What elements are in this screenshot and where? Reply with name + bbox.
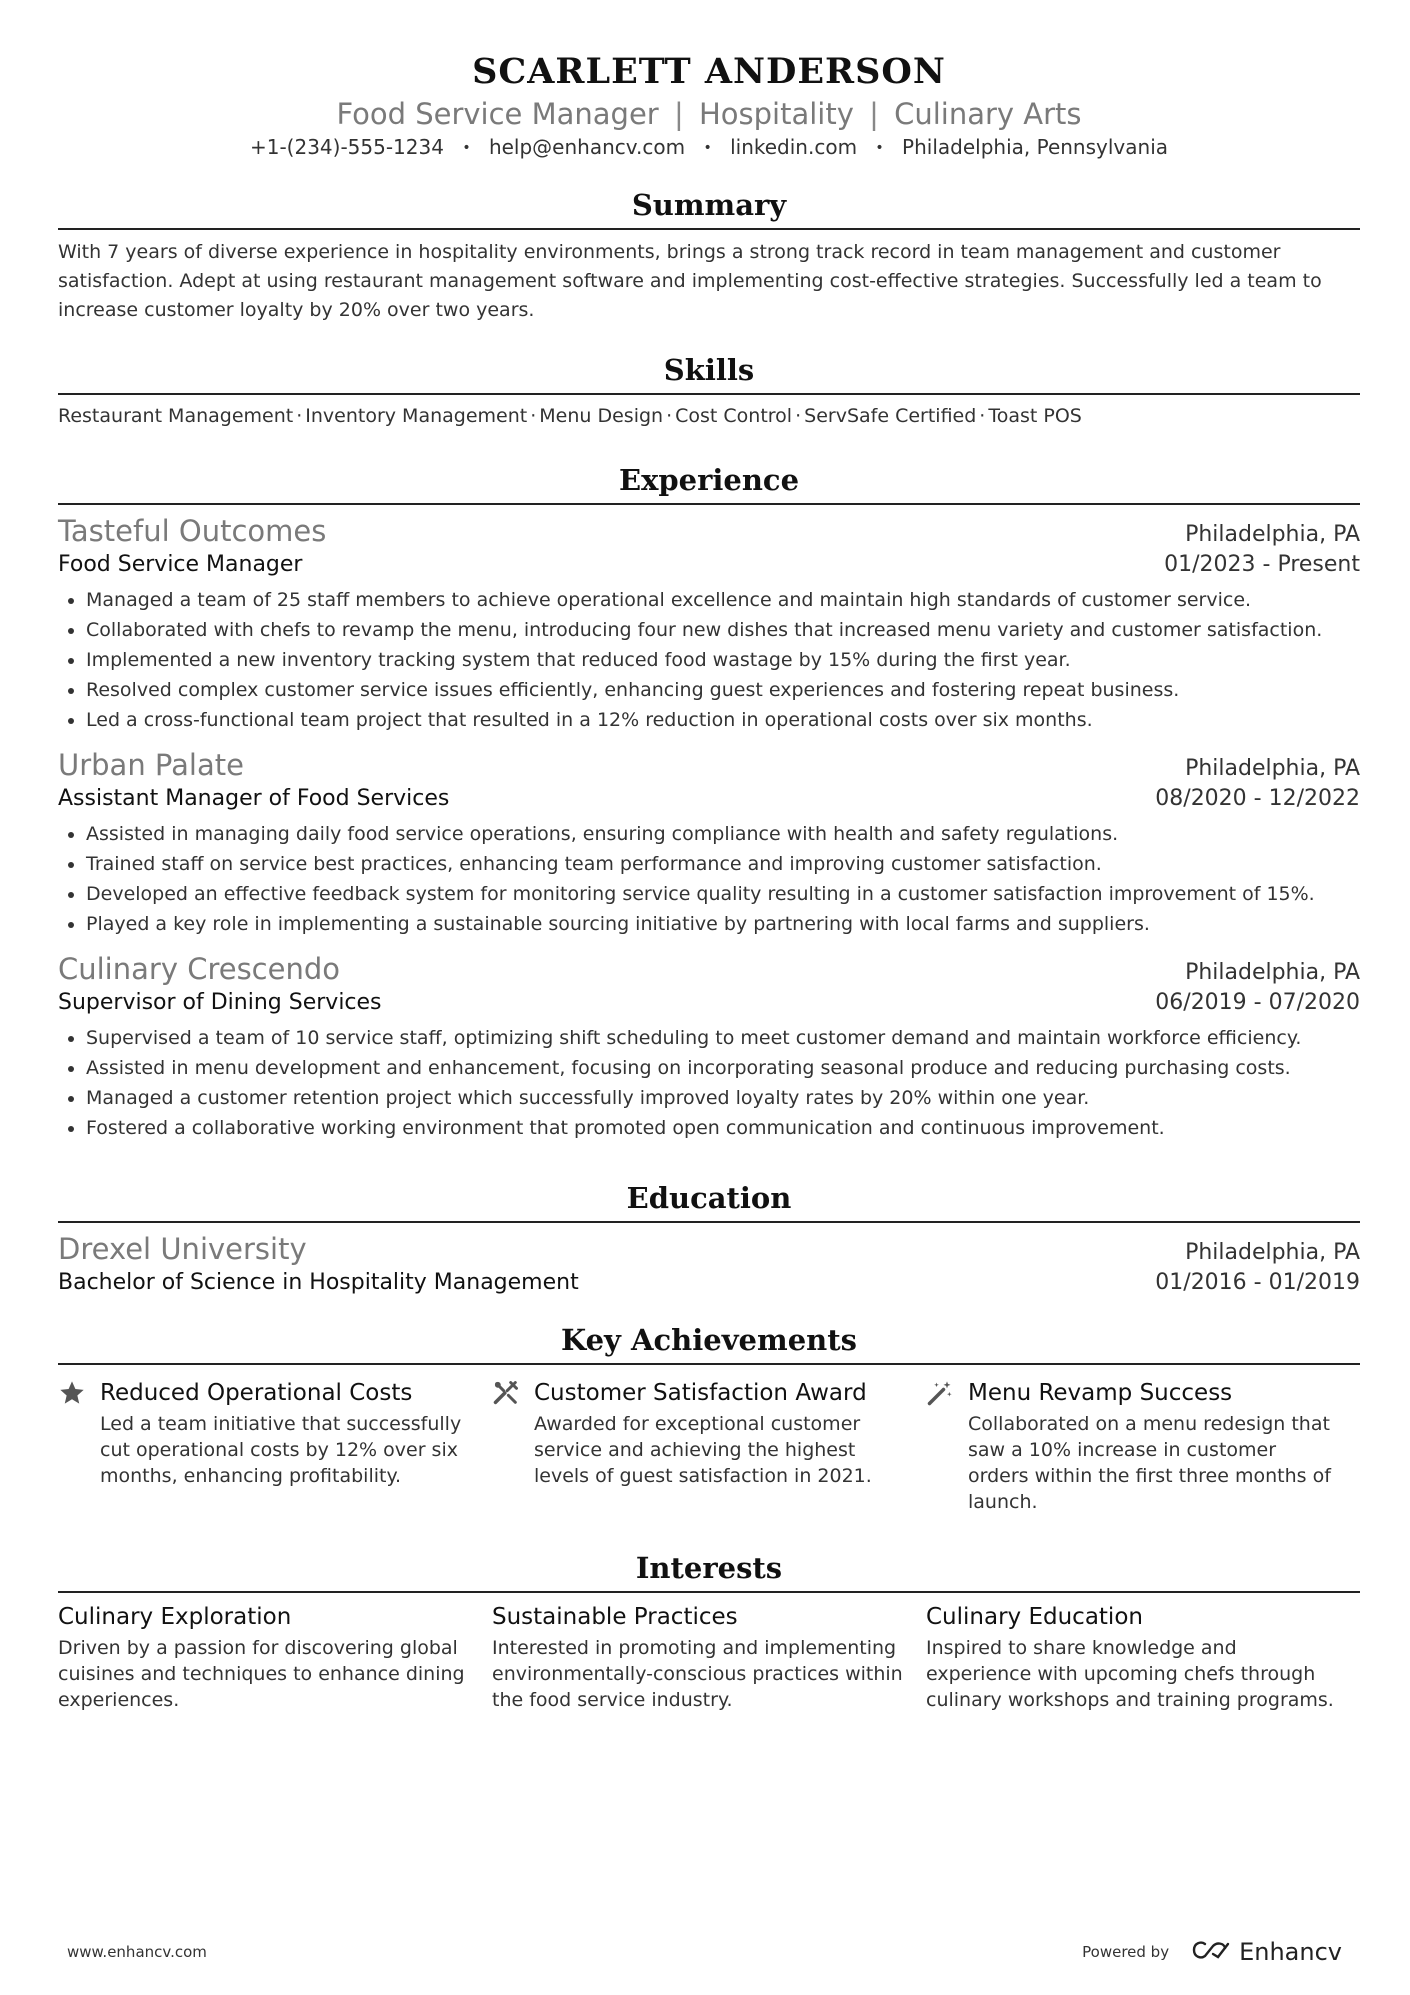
candidate-name: SCARLETT ANDERSON bbox=[472, 51, 946, 92]
interest-title: Culinary Education bbox=[926, 1604, 1143, 1630]
page-footer bbox=[67, 1938, 1342, 1966]
location: Philadelphia, Pennsylvania bbox=[902, 135, 1169, 159]
achievement-desc: Awarded for exceptional customer service and achieving the highest levels of guest satisfaction in 2021. bbox=[534, 1413, 872, 1487]
bullet-item: • Assisted in menu development and enhancement, focusing on incorporating seasonal produce and reducing purchasing costs. bbox=[86, 1053, 1360, 1083]
job-bullets bbox=[58, 1023, 1360, 1143]
skill-separator: · bbox=[296, 405, 303, 427]
interest-title: Sustainable Practices bbox=[492, 1604, 738, 1630]
section-heading: Experience bbox=[58, 461, 1360, 505]
star-icon bbox=[58, 1377, 100, 1515]
skill-item: ServSafe Certified bbox=[804, 405, 977, 427]
job-title: Food Service Manager bbox=[58, 552, 303, 577]
skill-separator: · bbox=[795, 405, 802, 427]
section-heading: Key Achievements bbox=[58, 1321, 1360, 1365]
interest-item bbox=[58, 1601, 492, 1713]
section-heading: Skills bbox=[58, 351, 1360, 395]
achievement-item bbox=[492, 1377, 926, 1515]
job-dates: 01/2023 - Present bbox=[1164, 552, 1360, 577]
bullet-item: • Collaborated with chefs to revamp the menu, introducing four new dishes that increased menu variety and customer satisfaction. bbox=[86, 615, 1360, 645]
enhancv-logo-icon bbox=[1191, 1940, 1231, 1964]
footer-url-link[interactable]: www.enhancv.com bbox=[67, 1943, 207, 1961]
job-entry bbox=[58, 513, 1360, 735]
skill-item: Cost Control bbox=[675, 405, 793, 427]
contact-info bbox=[58, 133, 1360, 162]
job-location: Philadelphia, PA bbox=[1185, 960, 1360, 985]
summary-text: With 7 years of diverse experience in hospitality environments, brings a strong track record in team management and customer satisfaction. Adept at using restaurant management software and implementing cost-effective strategies. Successfully led a team to increase customer loyalty by 20% over two years. bbox=[58, 241, 1322, 321]
achievement-desc: Collaborated on a menu redesign that saw a 10% increase in customer orders within the first three months of launch. bbox=[968, 1413, 1331, 1513]
bullet-item: • Supervised a team of 10 service staff, optimizing shift scheduling to meet customer demand and maintain workforce efficiency. bbox=[86, 1023, 1360, 1053]
skill-item: Inventory Management bbox=[305, 405, 528, 427]
bullet-item: • Assisted in managing daily food service operations, ensuring compliance with health and safety regulations. bbox=[86, 819, 1360, 849]
interests-section bbox=[58, 1549, 1360, 1713]
tools-icon bbox=[492, 1377, 534, 1515]
interest-item bbox=[926, 1601, 1360, 1713]
headline bbox=[58, 96, 1360, 132]
education-section bbox=[58, 1179, 1360, 1299]
achievement-title: Reduced Operational Costs bbox=[100, 1380, 413, 1406]
achievement-title: Menu Revamp Success bbox=[968, 1380, 1233, 1406]
bullet-item: • Implemented a new inventory tracking system that reduced food wastage by 15% during the first year. bbox=[86, 645, 1360, 675]
school-name: Drexel University bbox=[58, 1232, 307, 1266]
brand-name: Enhancv bbox=[1239, 1938, 1342, 1966]
summary-section bbox=[58, 186, 1360, 325]
job-dates: 08/2020 - 12/2022 bbox=[1155, 786, 1360, 811]
education-entry bbox=[58, 1231, 1360, 1299]
company-name: Urban Palate bbox=[58, 748, 244, 782]
job-location: Philadelphia, PA bbox=[1185, 756, 1360, 781]
achievements-section bbox=[58, 1321, 1360, 1515]
section-heading: Summary bbox=[58, 186, 1360, 230]
linkedin-link[interactable]: linkedin.com bbox=[730, 135, 858, 159]
bullet-item: • Resolved complex customer service issues efficiently, enhancing guest experiences and fostering repeat business. bbox=[86, 675, 1360, 705]
headline-title-1: Food Service Manager bbox=[336, 97, 659, 131]
resume-header bbox=[58, 0, 1360, 162]
skill-separator: · bbox=[979, 405, 986, 427]
phone: +1-(234)-555-1234 bbox=[249, 135, 444, 159]
education-dates: 01/2016 - 01/2019 bbox=[1155, 1270, 1360, 1295]
bullet-item: • Managed a team of 25 staff members to achieve operational excellence and maintain high standards of customer service. bbox=[86, 585, 1360, 615]
section-heading: Interests bbox=[58, 1549, 1360, 1593]
bullet-item: • Played a key role in implementing a sustainable sourcing initiative by partnering with local farms and suppliers. bbox=[86, 909, 1360, 939]
job-location: Philadelphia, PA bbox=[1185, 522, 1360, 547]
experience-section bbox=[58, 461, 1360, 1143]
company-name: Tasteful Outcomes bbox=[58, 514, 327, 548]
bullet-item: • Developed an effective feedback system for monitoring service quality resulting in a customer satisfaction improvement of 15%. bbox=[86, 879, 1360, 909]
skill-separator: · bbox=[666, 405, 673, 427]
powered-by bbox=[1082, 1938, 1342, 1966]
bullet-item: • Fostered a collaborative working environment that promoted open communication and continuous improvement. bbox=[86, 1113, 1360, 1143]
school-location: Philadelphia, PA bbox=[1185, 1240, 1360, 1265]
interest-desc: Interested in promoting and implementing environmentally-conscious practices within the food service industry. bbox=[492, 1637, 903, 1711]
job-bullets bbox=[58, 585, 1360, 735]
job-entry bbox=[58, 951, 1360, 1143]
job-title: Assistant Manager of Food Services bbox=[58, 786, 450, 811]
interest-desc: Inspired to share knowledge and experience with upcoming chefs through culinary workshops and training programs. bbox=[926, 1637, 1334, 1711]
powered-by-label: Powered by bbox=[1082, 1943, 1170, 1961]
job-entry bbox=[58, 747, 1360, 939]
job-dates: 06/2019 - 07/2020 bbox=[1155, 990, 1360, 1015]
contact-separator: • bbox=[703, 140, 712, 156]
headline-title-2: Hospitality bbox=[698, 97, 854, 131]
bullet-item: • Managed a customer retention project which successfully improved loyalty rates by 20% within one year. bbox=[86, 1083, 1360, 1113]
job-title: Supervisor of Dining Services bbox=[58, 990, 382, 1015]
bullet-item: • Led a cross-functional team project that resulted in a 12% reduction in operational costs over six months. bbox=[86, 705, 1360, 735]
job-bullets bbox=[58, 819, 1360, 939]
headline-title-3: Culinary Arts bbox=[894, 97, 1082, 131]
contact-separator: • bbox=[875, 140, 884, 156]
achievement-title: Customer Satisfaction Award bbox=[534, 1380, 867, 1406]
interest-desc: Driven by a passion for discovering global cuisines and techniques to enhance dining experiences. bbox=[58, 1637, 465, 1711]
skill-separator: · bbox=[530, 405, 537, 427]
skill-item: Restaurant Management bbox=[58, 405, 294, 427]
skill-item: Toast POS bbox=[988, 405, 1082, 427]
resume-page bbox=[58, 0, 1360, 1713]
bullet-item: • Trained staff on service best practices, enhancing team performance and improving customer satisfaction. bbox=[86, 849, 1360, 879]
skills-section bbox=[58, 351, 1360, 431]
headline-separator: | bbox=[673, 97, 684, 131]
degree: Bachelor of Science in Hospitality Management bbox=[58, 1270, 579, 1295]
magic-wand-icon bbox=[926, 1377, 968, 1515]
skill-item: Menu Design bbox=[539, 405, 664, 427]
interest-item bbox=[492, 1601, 926, 1713]
interest-title: Culinary Exploration bbox=[58, 1604, 292, 1630]
achievement-desc: Led a team initiative that successfully cut operational costs by 12% over six months, enhancing profitability. bbox=[100, 1413, 462, 1487]
achievement-item bbox=[926, 1377, 1360, 1515]
achievement-item bbox=[58, 1377, 492, 1515]
company-name: Culinary Crescendo bbox=[58, 952, 340, 986]
section-heading: Education bbox=[58, 1179, 1360, 1223]
skills-list bbox=[58, 402, 1360, 431]
email-link[interactable]: help@enhancv.com bbox=[488, 135, 686, 159]
headline-separator: | bbox=[869, 97, 879, 131]
contact-separator: • bbox=[462, 140, 471, 156]
